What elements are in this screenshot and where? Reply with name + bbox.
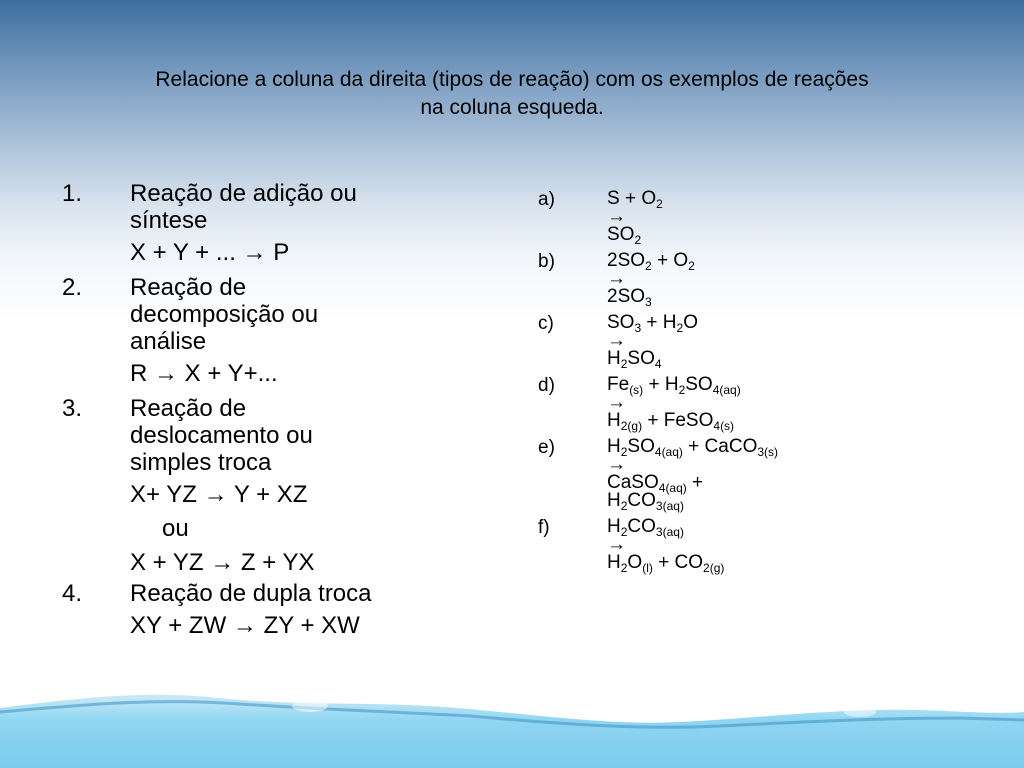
- example-c: [538, 310, 1018, 372]
- slide-title: [60, 66, 964, 122]
- general-equation: X + Y + ... → P: [130, 239, 290, 266]
- title-line-1: Relacione a coluna da direita (tipos de reação) com os exemplos de reações: [155, 68, 869, 91]
- label-line: síntese: [130, 207, 208, 234]
- item-label: [130, 395, 482, 476]
- item-letter: c): [538, 313, 554, 334]
- label-line: Reação de: [130, 395, 247, 422]
- general-equation: X+ YZ → Y + XZ: [130, 481, 308, 508]
- general-equation: X + YZ → Z + YX: [130, 549, 315, 576]
- example-d: [538, 372, 1018, 434]
- item-label: [130, 180, 482, 234]
- label-line: simples troca: [130, 449, 272, 476]
- item-number: 3.: [62, 395, 83, 422]
- item-letter: f): [538, 517, 550, 538]
- item-number: 1.: [62, 180, 83, 207]
- item-number: 4.: [62, 580, 83, 607]
- general-equation: XY + ZW → ZY + XW: [130, 612, 360, 639]
- item-label: [130, 274, 482, 355]
- list-item-3: [62, 395, 482, 580]
- list-item-4: [62, 580, 482, 643]
- list-item-2: [62, 274, 482, 391]
- example-e: [538, 434, 1018, 514]
- label-line: Reação de dupla troca: [130, 580, 372, 607]
- or-connector: ou: [162, 515, 189, 542]
- reaction-types-list: [62, 180, 482, 643]
- label-line: deslocamento ou: [130, 422, 313, 449]
- example-a: [538, 186, 1018, 248]
- item-number: 2.: [62, 274, 83, 301]
- reaction-equation: $H_2SO_{4(aq)}$ + CaCO$_{3(s)}$ → CaSO$_{4(aq)}$ + $H_2CO_{3(aq)}$: [607, 436, 779, 513]
- label-line: Reação de: [130, 274, 247, 301]
- list-item-1: [62, 180, 482, 270]
- example-b: [538, 248, 1018, 310]
- label-line: análise: [130, 328, 207, 355]
- general-equation: R → X + Y+...: [130, 360, 278, 387]
- example-f: [538, 514, 1018, 576]
- reaction-equation: $Fe_{(s)} + H_2SO_{4(aq)}$ → $H_{2(g)}$ + FeSO$_{4(s)}$: [607, 374, 741, 433]
- label-line: Reação de adição ou: [130, 180, 357, 207]
- reaction-equation: $S + O_2$ → $SO_2$: [607, 188, 663, 247]
- label-line: decomposição ou: [130, 301, 319, 328]
- title-line-2: na coluna esqueda.: [420, 96, 604, 119]
- reaction-examples-list: [538, 186, 1018, 576]
- reaction-equation: $SO_3 + H_2O$ → $H_2SO_4$: [607, 312, 698, 371]
- item-letter: d): [538, 375, 555, 396]
- item-letter: a): [538, 189, 555, 210]
- reaction-equation: $2SO_2 + O_2$ → $2SO_3$: [607, 250, 695, 309]
- item-label: [130, 580, 482, 607]
- item-letter: e): [538, 437, 555, 458]
- reaction-equation: $H_2CO_{3(aq)}$ → $H_2O_{(l)} + CO_{2(g)}$: [607, 516, 725, 575]
- water-wave-decoration: [0, 668, 1024, 768]
- item-letter: b): [538, 251, 555, 272]
